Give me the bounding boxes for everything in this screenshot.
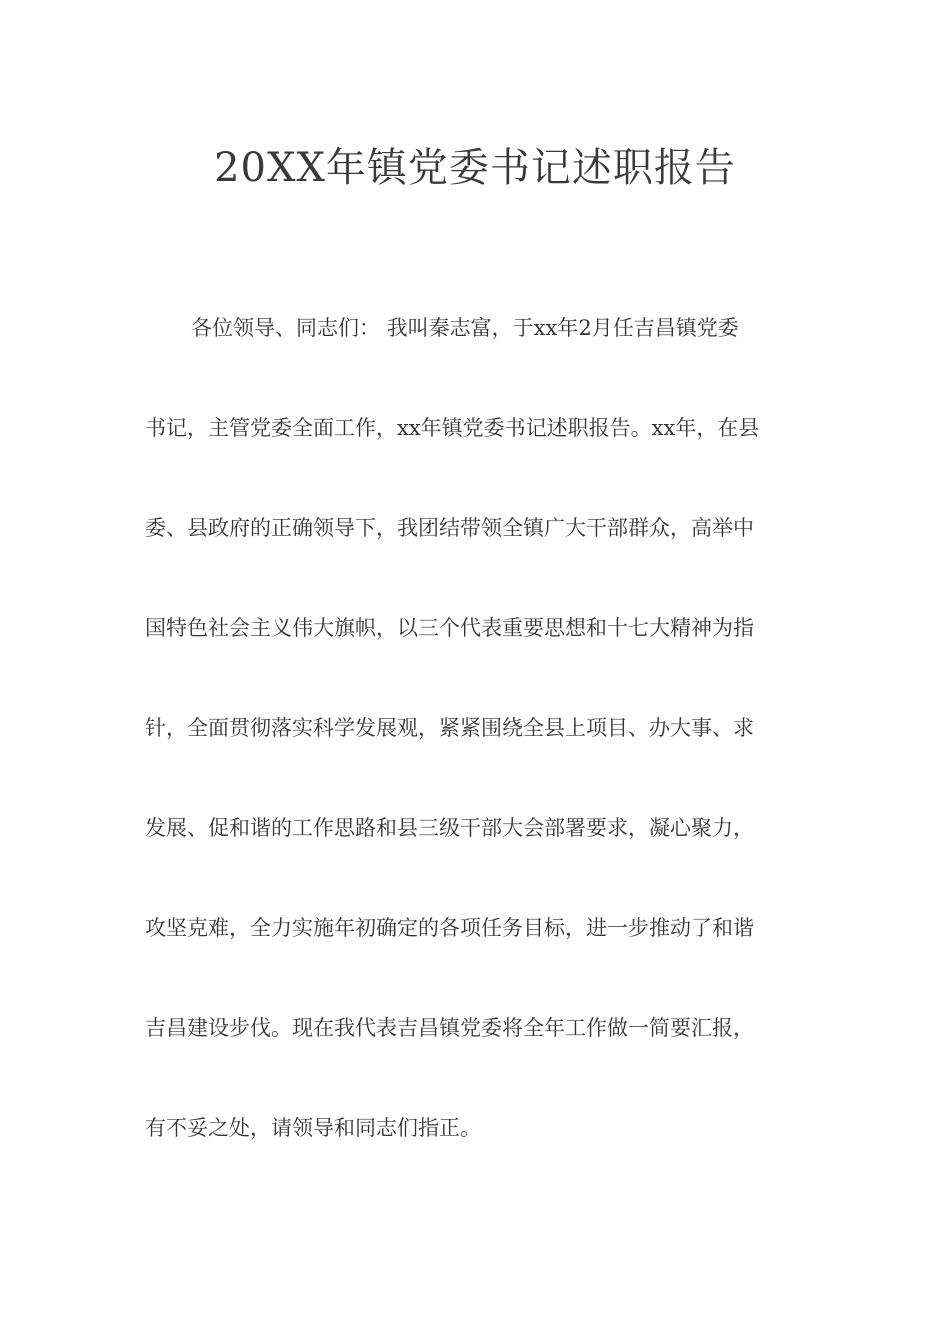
paragraph-line: 委、县政府的正确领导下，我团结带领全镇广大干部群众，高举中: [145, 516, 754, 540]
paragraph-line: 书记，主管党委全面工作，xx年镇党委书记述职报告。xx年，在县: [145, 416, 760, 440]
paragraph-line: 各位领导、同志们： 我叫秦志富，于xx年2月任吉昌镇党委: [191, 316, 739, 340]
paragraph-line: 吉昌建设步伐。现在我代表吉昌镇党委将全年工作做一简要汇报，: [145, 1016, 754, 1040]
document-title: 20XX年镇党委书记述职报告: [214, 145, 736, 191]
paragraph-line: 发展、促和谐的工作思路和县三级干部大会部署要求，凝心聚力，: [145, 816, 754, 840]
paragraph-line: 攻坚克难，全力实施年初确定的各项任务目标，进一步推动了和谐: [145, 916, 754, 940]
paragraph-line: 针，全面贯彻落实科学发展观，紧紧围绕全县上项目、办大事、求: [145, 716, 754, 740]
paragraph-line: 国特色社会主义伟大旗帜，以三个代表重要思想和十七大精神为指: [145, 616, 754, 640]
paragraph-line: 有不妥之处，请领导和同志们指正。: [145, 1116, 481, 1140]
document-body: [145, 300, 805, 1200]
